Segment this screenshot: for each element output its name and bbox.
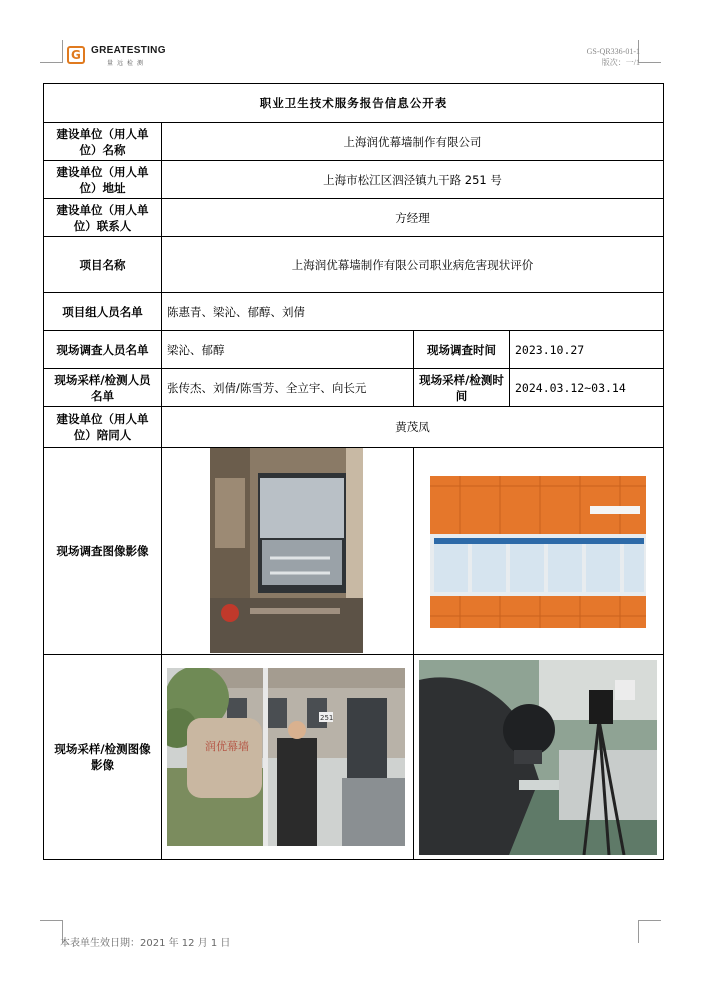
crop-mark-top-left [40, 40, 63, 63]
survey-photo-notice-board [430, 476, 646, 628]
row-label-survey-people: 现场调查人员名单 [44, 331, 162, 369]
crop-mark-top-right [638, 40, 661, 63]
row-value-contact: 方经理 [162, 199, 664, 237]
row-label-contact: 建设单位（用人单位）联系人 [44, 199, 162, 237]
row-label-survey-images: 现场调查图像影像 [44, 448, 162, 655]
row-value-companion: 黄茂凤 [162, 407, 664, 448]
effective-date-footer: 本表单生效日期：2021 年 12 月 1 日 [60, 938, 231, 949]
row-value-project-team: 陈惠青、梁沁、郁醇、刘倩 [162, 293, 664, 331]
row-label-sampling-images: 现场采样/检测图像影像 [44, 655, 162, 860]
company-logo [67, 45, 166, 67]
row-value-unit-name: 上海润优幕墙制作有限公司 [162, 123, 664, 161]
row-value-survey-time: 2023.10.27 [510, 331, 664, 369]
row-label-survey-time: 现场调查时间 [414, 331, 510, 369]
row-label-companion: 建设单位（用人单位）陪同人 [44, 407, 162, 448]
svg-text:251: 251 [320, 714, 334, 722]
row-label-sampling-time: 现场采样/检测时间 [414, 369, 510, 407]
row-value-unit-address: 上海市松江区泗泾镇九干路 251 号 [162, 161, 664, 199]
sampling-photo-entrance [167, 668, 405, 846]
document-code-block [587, 46, 640, 68]
logo-subtitle: 量远检测 [107, 60, 148, 67]
sampling-photo-cell-1 [162, 655, 414, 860]
document-edition: 版次：一/1 [601, 58, 640, 67]
survey-photo-cell-1 [162, 448, 414, 655]
row-label-project-team: 项目组人员名单 [44, 293, 162, 331]
row-label-sampling-people: 现场采样/检测人员名单 [44, 369, 162, 407]
document-code: GS-QR336-01-1 [586, 47, 640, 56]
row-value-survey-people: 梁沁、郁醇 [162, 331, 414, 369]
sampling-photo-welding-test [419, 660, 657, 855]
row-value-project-name: 上海润优幕墙制作有限公司职业病危害现状评价 [162, 237, 664, 293]
row-label-project-name: 项目名称 [44, 237, 162, 293]
logo-name: GREATESTING [91, 45, 166, 56]
row-label-unit-name: 建设单位（用人单位）名称 [44, 123, 162, 161]
survey-photo-cell-2 [414, 448, 664, 655]
crop-mark-bottom-right [638, 920, 661, 943]
logo-icon: G [67, 46, 87, 66]
table-title: 职业卫生技术服务报告信息公开表 [44, 84, 664, 123]
row-label-unit-address: 建设单位（用人单位）地址 [44, 161, 162, 199]
svg-text:润优幕墙: 润优幕墙 [205, 740, 249, 753]
disclosure-table [43, 83, 664, 860]
row-value-sampling-time: 2024.03.12~03.14 [510, 369, 664, 407]
row-value-sampling-people: 张传杰、刘倩/陈雪芳、全立宇、向长元 [162, 369, 414, 407]
survey-photo-workshop [210, 448, 363, 653]
sampling-photo-cell-2 [414, 655, 664, 860]
